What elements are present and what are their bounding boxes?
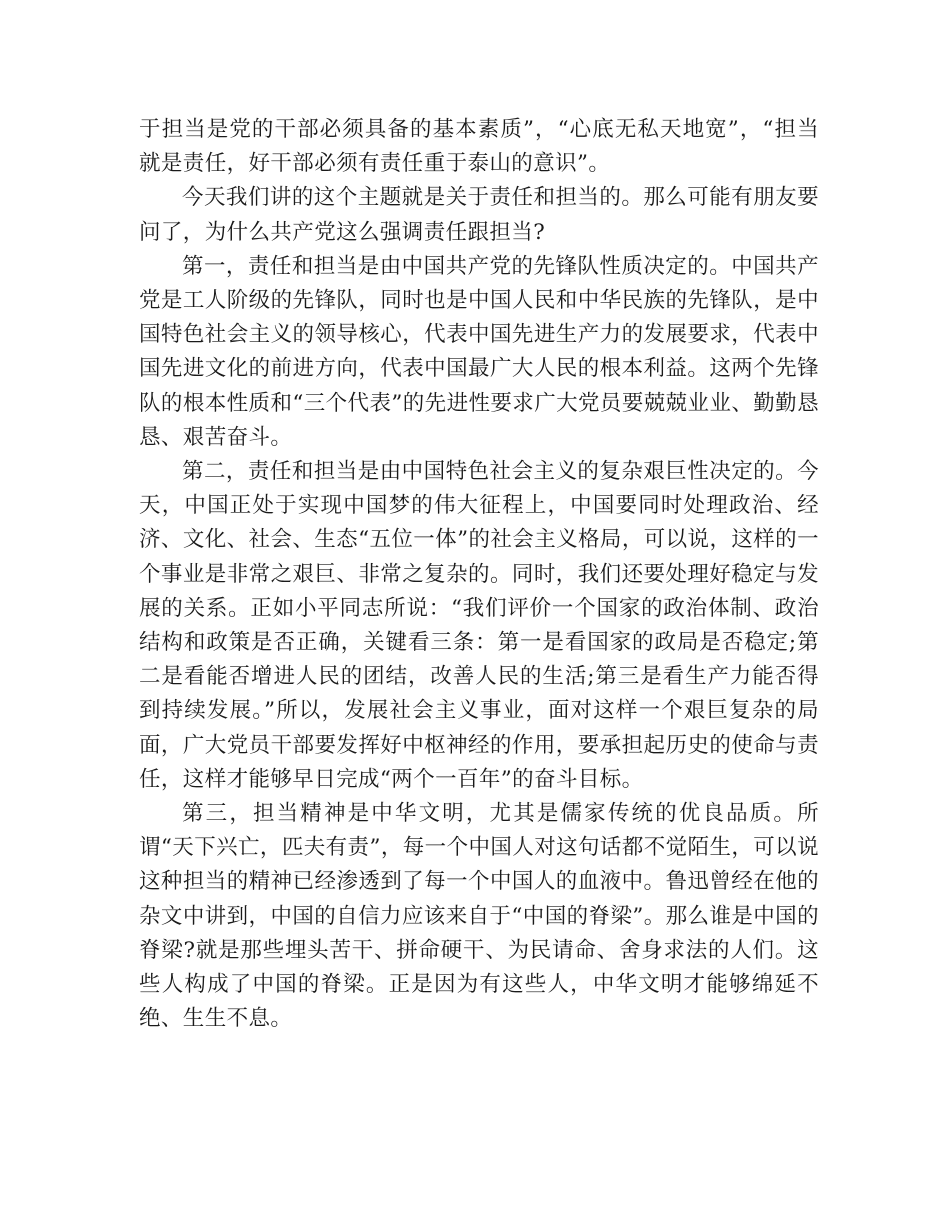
- paragraph-3: 第一，责任和担当是由中国共产党的先锋队性质决定的。中国共产党是工人阶级的先锋队，同时也是中国人民和中华民族的先锋队，是中国特色社会主义的领导核心，代表中国先进生产力的发展要求，代表中国先进文化的前进方向，代表中国最广大人民的根本利益。这两个先锋队的根本性质和“三个代表”的先进性要求广大党员要兢兢业业、勤勤恳恳、艰苦奋斗。: [139, 253, 819, 450]
- paragraph-5: 第三，担当精神是中华文明，尤其是儒家传统的优良品质。所谓“天下兴亡，匹夫有责”，每一个中国人对这句话都不觉陌生，可以说这种担当的精神已经渗透到了每一个中国人的血液中。鲁迅曾经在他的杂文中讲到，中国的自信力应该来自于“中国的脊梁”。那么谁是中国的脊梁?就是那些埋头苦干、拼命硬干、为民请命、舍身求法的人们。这些人构成了中国的脊梁。正是因为有这些人，中华文明才能够绵延不绝、生生不息。: [139, 801, 819, 1032]
- paragraph-4: 第二，责任和担当是由中国特色社会主义的复杂艰巨性决定的。今天，中国正处于实现中国梦的伟大征程上，中国要同时处理政治、经济、文化、社会、生态“五位一体”的社会主义格局，可以说，这样的一个事业是非常之艰巨、非常之复杂的。同时，我们还要处理好稳定与发展的关系。正如小平同志所说：“我们评价一个国家的政治体制、政治结构和政策是否正确，关键看三条：第一是看国家的政局是否稳定;第二是看能否增进人民的团结，改善人民的生活;第三是看生产力能否得到持续发展。”所以，发展社会主义事业，面对这样一个艰巨复杂的局面，广大党员干部要发挥好中枢神经的作用，要承担起历史的使命与责任，这样才能够早日完成“两个一百年”的奋斗目标。: [139, 459, 819, 792]
- paragraph-2: 今天我们讲的这个主题就是关于责任和担当的。那么可能有朋友要问了，为什么共产党这么强调责任跟担当?: [139, 185, 819, 245]
- paragraph-1: 于担当是党的干部必须具备的基本素质”，“心底无私天地宽”，“担当就是责任，好干部必须有责任重于泰山的意识”。: [139, 117, 819, 177]
- document-body: [139, 113, 819, 1036]
